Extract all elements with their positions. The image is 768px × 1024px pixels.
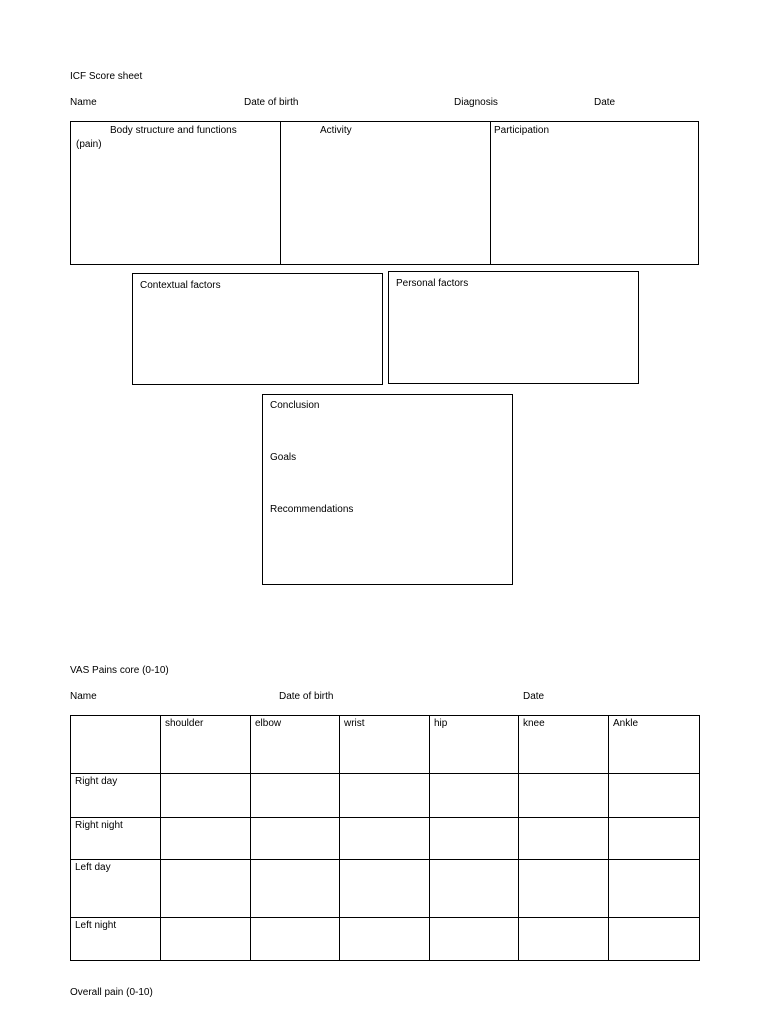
personal-factors-label: Personal factors (396, 278, 469, 289)
header-cell-ankle: Ankle (609, 716, 700, 774)
score-cell[interactable] (430, 918, 519, 961)
table-header-row (71, 716, 700, 774)
recommendations-label: Recommendations (270, 504, 354, 515)
icf-top-panel (70, 121, 699, 265)
score-cell[interactable] (161, 774, 251, 818)
score-cell[interactable] (609, 774, 700, 818)
icf-name-label: Name (70, 97, 97, 108)
score-cell[interactable] (340, 918, 430, 961)
vas-pain-table (70, 715, 700, 961)
goals-label: Goals (270, 452, 297, 463)
score-cell[interactable] (430, 860, 519, 918)
score-cell[interactable] (161, 918, 251, 961)
vas-name-label: Name (70, 691, 97, 702)
pain-sublabel: (pain) (76, 139, 102, 150)
personal-factors-box (388, 271, 639, 384)
score-cell[interactable] (519, 918, 609, 961)
score-cell[interactable] (340, 860, 430, 918)
header-cell-knee: knee (519, 716, 609, 774)
conclusion-box (262, 394, 513, 585)
row-label-left-day: Left day (71, 860, 161, 918)
activity-label: Activity (320, 125, 352, 136)
row-label-left-night: Left night (71, 918, 161, 961)
score-cell[interactable] (609, 918, 700, 961)
score-cell[interactable] (251, 818, 340, 860)
score-cell[interactable] (340, 818, 430, 860)
contextual-factors-box (132, 273, 383, 385)
header-cell (71, 716, 161, 774)
table-row (71, 774, 700, 818)
score-cell[interactable] (340, 774, 430, 818)
column-divider (280, 122, 281, 264)
table-row (71, 860, 700, 918)
score-cell[interactable] (251, 918, 340, 961)
column-divider (490, 122, 491, 264)
score-cell[interactable] (609, 818, 700, 860)
participation-label: Participation (494, 125, 550, 136)
header-cell-hip: hip (430, 716, 519, 774)
body-structure-label: Body structure and functions (110, 125, 237, 136)
header-cell-elbow: elbow (251, 716, 340, 774)
score-cell[interactable] (251, 860, 340, 918)
icf-diagnosis-label: Diagnosis (454, 97, 498, 108)
overall-pain-label: Overall pain (0-10) (70, 987, 153, 998)
vas-date-label: Date (523, 691, 545, 702)
score-cell[interactable] (519, 774, 609, 818)
score-cell[interactable] (161, 818, 251, 860)
score-cell[interactable] (161, 860, 251, 918)
header-cell-wrist: wrist (340, 716, 430, 774)
score-cell[interactable] (430, 818, 519, 860)
conclusion-label: Conclusion (270, 400, 320, 411)
icf-dob-label: Date of birth (244, 97, 299, 108)
row-label-right-day: Right day (71, 774, 161, 818)
icf-title: ICF Score sheet (70, 71, 143, 82)
table-row (71, 818, 700, 860)
header-cell-shoulder: shoulder (161, 716, 251, 774)
vas-dob-label: Date of birth (279, 691, 334, 702)
score-cell[interactable] (251, 774, 340, 818)
row-label-right-night: Right night (71, 818, 161, 860)
score-cell[interactable] (430, 774, 519, 818)
score-cell[interactable] (519, 860, 609, 918)
score-cell[interactable] (519, 818, 609, 860)
score-cell[interactable] (609, 860, 700, 918)
contextual-factors-label: Contextual factors (140, 280, 221, 291)
icf-date-label: Date (594, 97, 616, 108)
vas-title: VAS Pains core (0-10) (70, 665, 169, 676)
table-row (71, 918, 700, 961)
